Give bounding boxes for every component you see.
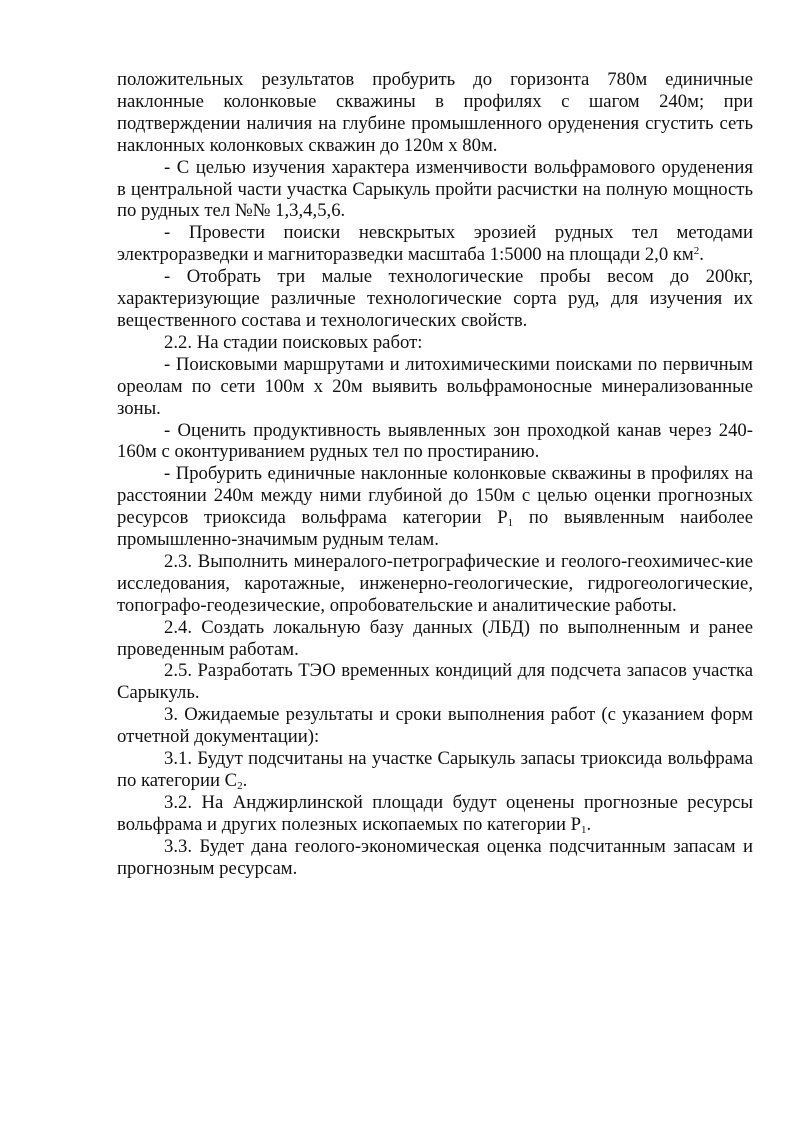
section-heading-3-1 — [117, 748, 753, 792]
section-heading-3: 3. Ожидаемые результаты и сроки выполнения работ (с указанием форм отчетной документации): — [117, 704, 753, 748]
paragraph-text-end: . — [699, 244, 704, 266]
paragraph-text: 3.1. Будут подсчитаны на участке Сарыкуль запасы триоксида вольфрама по категории С — [117, 748, 753, 791]
paragraph-text: 3.2. На Анджирлинской площади будут оценены прогнозные ресурсы вольфрама и других полезных ископаемых по категории Р — [117, 791, 753, 835]
paragraph-text: - Пробурить единичные наклонные колонковые скважины в профилях на расстоянии 240м между ними глубиной до 150м с целью оценки прогнозных ресурсов триоксида вольфрама категории Р — [117, 463, 753, 529]
document-page — [117, 69, 753, 880]
section-heading-3-3: 3.3. Будет дана геолого-экономическая оценка подсчитанным запасам и прогнозным ресурсам. — [117, 835, 753, 879]
paragraph-search-routes: - Поисковыми маршрутами и литохимическими поисками по первичным ореолам по сети 100м х 20м выявить вольфрамоносные минерализованные зоны. — [117, 353, 753, 419]
paragraph-text-end: . — [586, 813, 592, 835]
subscript: 1 — [507, 517, 514, 530]
superscript: 2 — [693, 245, 700, 258]
paragraph-stripping-task: - С целью изучения характера изменчивости вольфрамового оруденения в центральной части участка Сарыкуль пройти расчистки на полную мощность по рудных тел №№ 1,3,4,5,6. — [117, 156, 753, 222]
paragraph-drilling — [117, 463, 753, 551]
section-heading-2-2: 2.2. На стадии поисковых работ: — [164, 331, 423, 353]
section-heading-2-5: 2.5. Разработать ТЭО временных кондиций для подсчета запасов участка Сарыкуль. — [117, 660, 753, 704]
paragraph-continuation: положительных результатов пробурить до горизонта 780м единичные наклонные колонковые скважины в профилях с шагом 240м; при подтверждении наличия на глубине промышленного оруденения сгустить сеть наклонных колонковых скважин до 120м х 80м. — [117, 69, 753, 156]
paragraph-trenches: - Оценить продуктивность выявленных зон проходкой канав через 240-160м с оконтуриванием рудных тел по простиранию. — [117, 419, 753, 463]
section-heading-3-2 — [117, 792, 753, 836]
section-heading-2-3: 2.3. Выполнить минералого-петрографические и геолого-геохимичес-кие исследования, каротажные, инженерно-геологические, гидрогеологические, топографо-геодезические, опробовательские и аналитические работы. — [117, 550, 753, 616]
subscript: 1 — [581, 823, 587, 836]
paragraph-text-end: . — [242, 770, 248, 791]
paragraph-tech-samples: - Отобрать три малые технологические пробы весом до 200кг, характеризующие различные технологические сорта руд, для изучения их вещественного состава и технологических свойств. — [117, 266, 753, 331]
subscript: 2 — [237, 780, 243, 792]
section-heading-2-4: 2.4. Создать локальную базу данных (ЛБД) по выполненным и ранее проведенным работам. — [117, 616, 753, 660]
paragraph-electrical-survey — [117, 222, 753, 266]
paragraph-text: - Провести поиски невскрытых эрозией рудных тел методами электроразведки и магниторазведки масштаба 1:5000 на площади 2,0 км — [117, 222, 753, 266]
paragraph-text-end: по выявленным наиболее промышленно-значимым рудным телам. — [117, 507, 753, 551]
